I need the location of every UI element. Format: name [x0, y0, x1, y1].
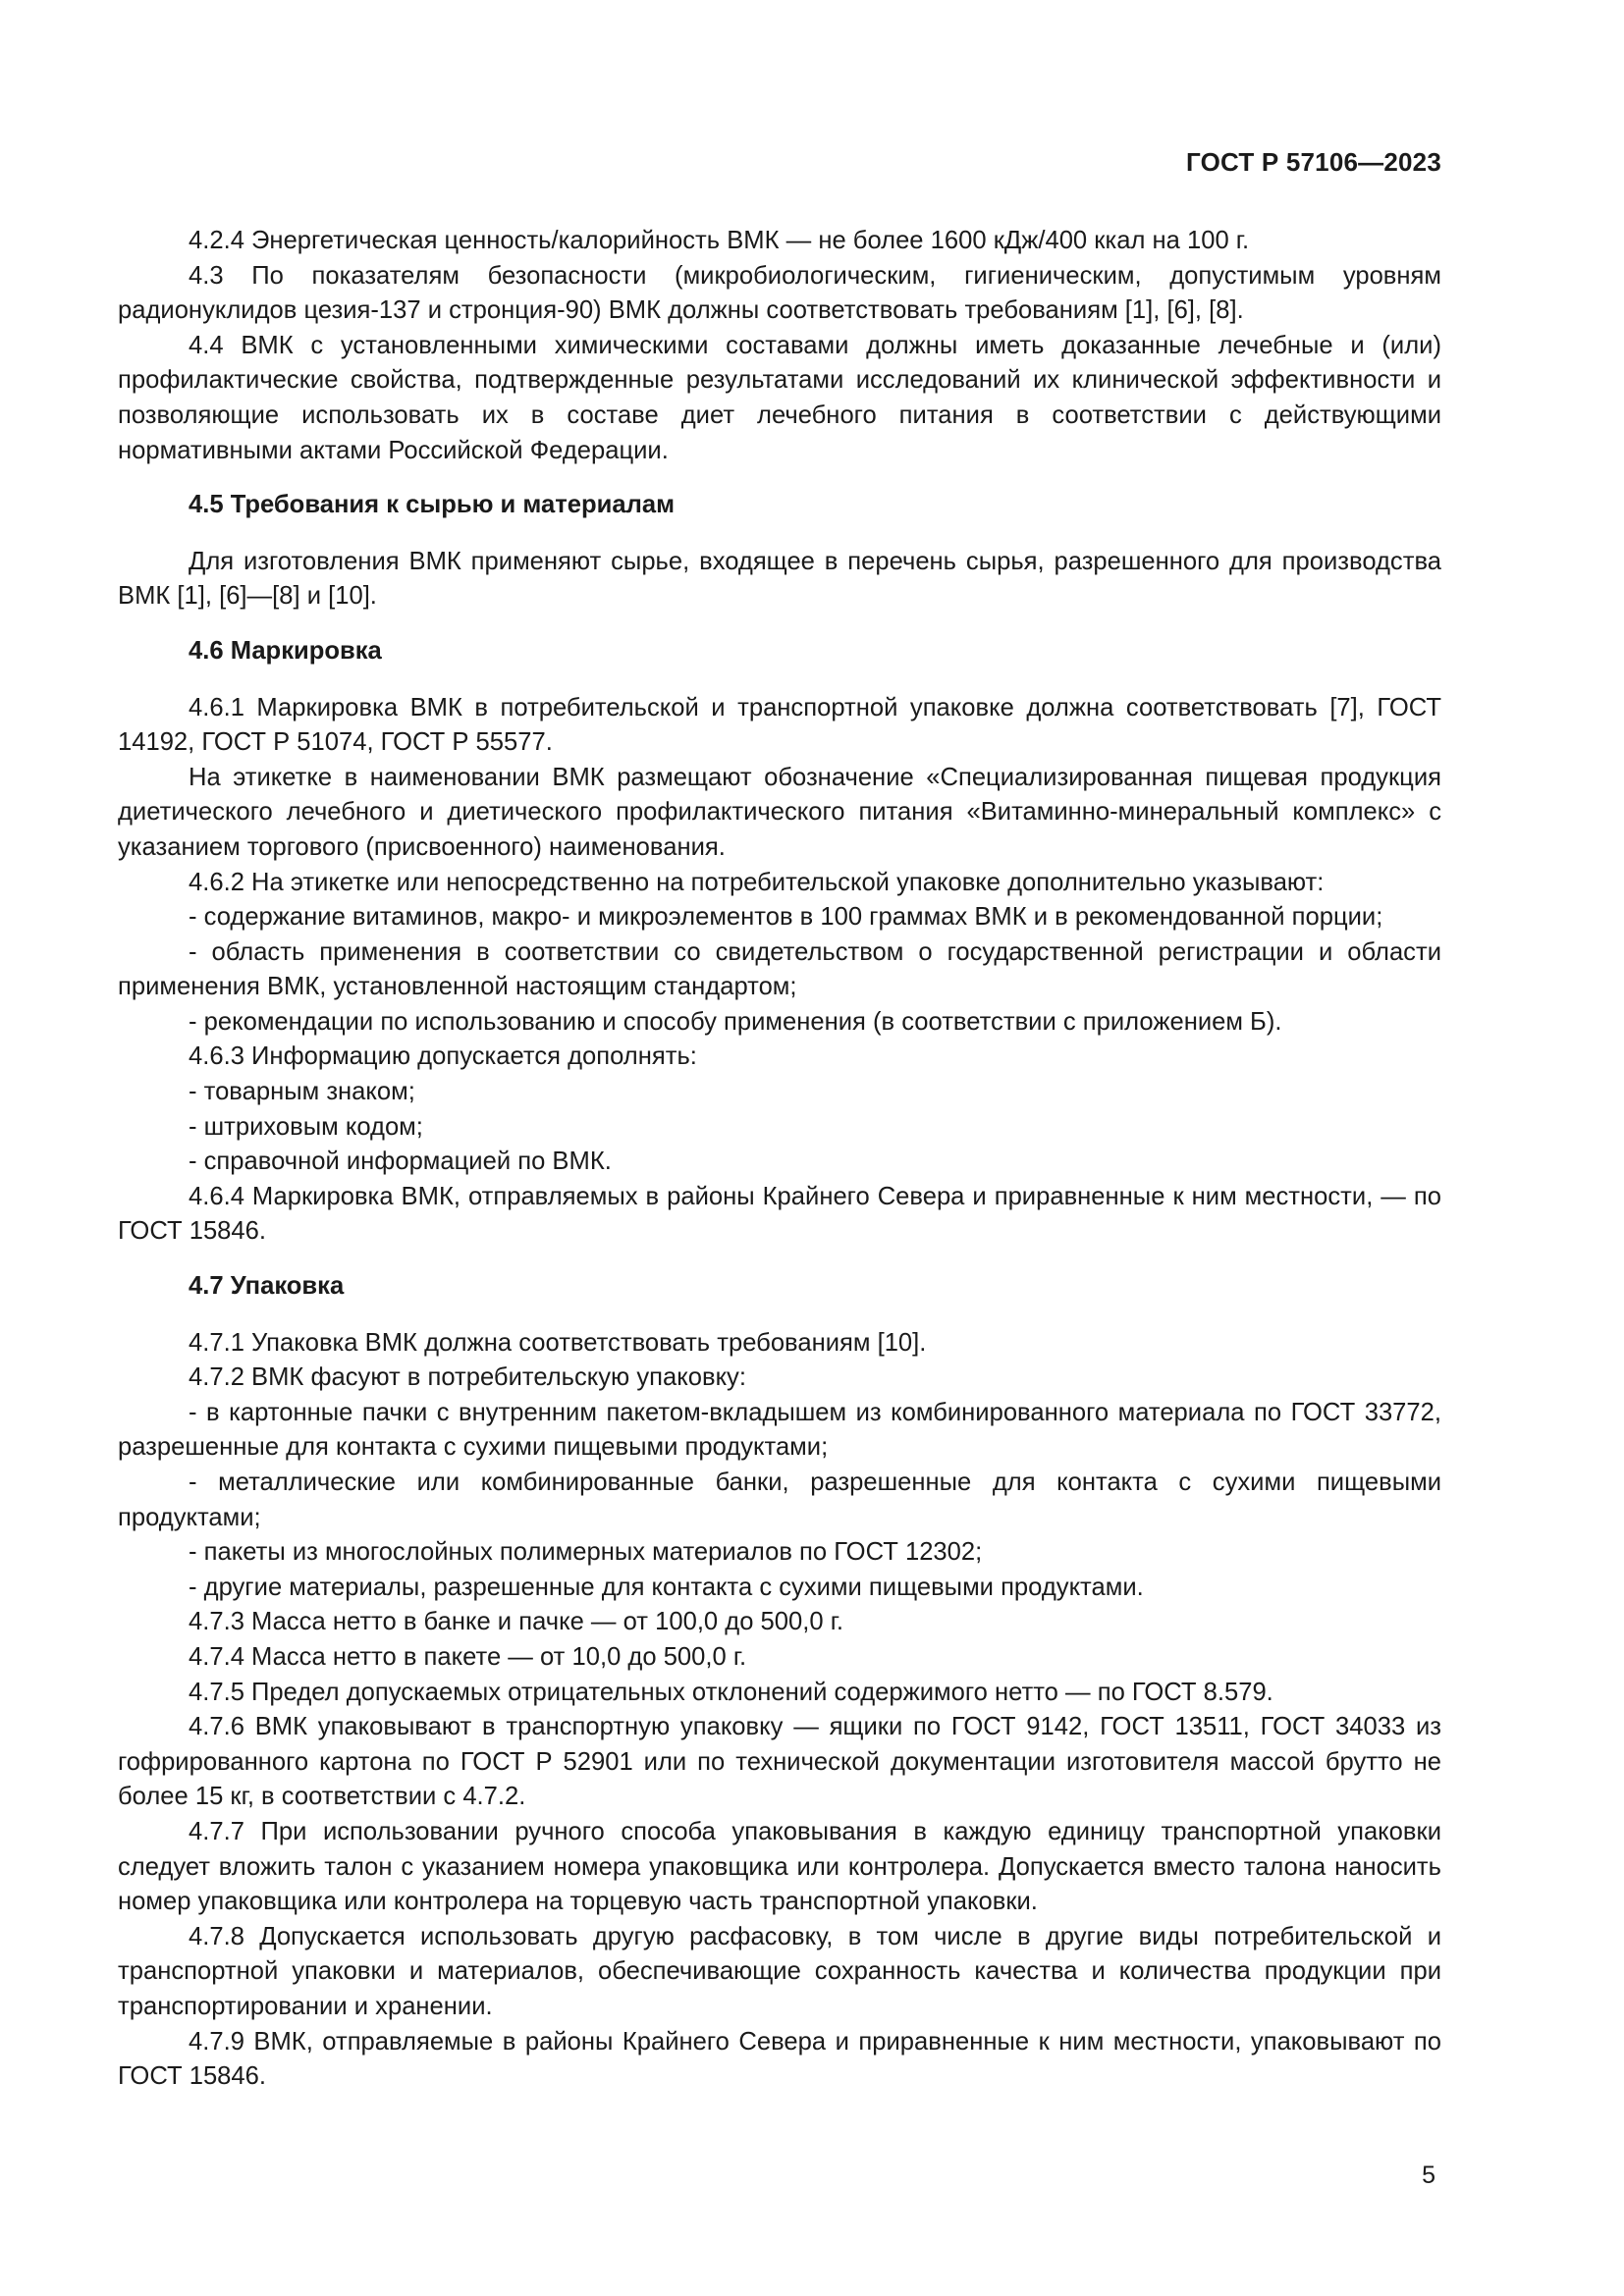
document-code-header: ГОСТ Р 57106—2023	[1186, 147, 1441, 177]
list-item-4-7-2-c: - пакеты из многослойных полимерных материалов по ГОСТ 12302;	[189, 1538, 983, 1567]
paragraph-4-6-1-label: На этикетке в наименовании ВМК размещают обозначение «Специализированная пищевая продукция диетического лечебного и диетического профилактического питания «Витаминно-минеральный комплекс» с указанием торгового (присвоенного) наименования.	[118, 763, 1441, 861]
paragraph-4-7-9: 4.7.9 ВМК, отправляемые в районы Крайнего Севера и приравненные к ним местности, упаковывают по ГОСТ 15846.	[118, 2027, 1441, 2091]
paragraph-4-4: 4.4 ВМК с установленными химическими составами должны иметь доказанные лечебные и (или) профилактические свойства, подтвержденные результатами исследований их клинической эффективности и позволяющие использовать их в составе диет лечебного питания в соответствии с действующими нормативными актами Российской Федерации.	[118, 331, 1441, 464]
paragraph-4-7-3: 4.7.3 Масса нетто в банке и пачке — от 100,0 до 500,0 г.	[189, 1608, 844, 1636]
section-heading-4-6: 4.6 Маркировка	[189, 636, 382, 665]
paragraph-4-3: 4.3 По показателям безопасности (микробиологическим, гигиеническим, допустимым уровням радионуклидов цезия-137 и стронция-90) ВМК должны соответствовать требованиям [1], [6], [8].	[118, 261, 1441, 325]
list-item-4-7-2-d: - другие материалы, разрешенные для контакта с сухими пищевыми продуктами.	[189, 1573, 1144, 1601]
paragraph-4-7-8: 4.7.8 Допускается использовать другую расфасовку, в том числе в другие виды потребительской и транспортной упаковки и материалов, обеспечивающие сохранность качества и количества продукции при транспортировании и хранении.	[118, 1922, 1441, 2020]
list-item-4-6-2-a: - содержание витаминов, макро- и микроэлементов в 100 граммах ВМК и в рекомендованной порции;	[189, 903, 1383, 932]
paragraph-4-7-2: 4.7.2 ВМК фасуют в потребительскую упаковку:	[189, 1363, 746, 1392]
paragraph-4-5: Для изготовления ВМК применяют сырье, входящее в перечень сырья, разрешенного для производства ВМК [1], [6]—[8] и [10].	[118, 547, 1441, 611]
paragraph-4-7-7: 4.7.7 При использовании ручного способа упаковывания в каждую единицу транспортной упаковки следует вложить талон с указанием номера упаковщика или контролера. Допускается вместо талона наносить номер упаковщика или контролера на торцевую часть транспортной упаковки.	[118, 1817, 1441, 1916]
list-item-4-6-3-b: - штриховым кодом;	[189, 1112, 423, 1141]
page-number: 5	[1422, 2162, 1435, 2189]
paragraph-4-6-3: 4.6.3 Информацию допускается дополнять:	[189, 1042, 697, 1071]
paragraph-4-7-5: 4.7.5 Предел допускаемых отрицательных отклонений содержимого нетто — по ГОСТ 8.579.	[189, 1678, 1273, 1706]
paragraph-4-2-4: 4.2.4 Энергетическая ценность/калорийность ВМК — не более 1600 кДж/400 ккал на 100 г.	[189, 227, 1250, 254]
list-item-4-6-2-c: - рекомендации по использованию и способу применения (в соответствии с приложением Б).	[189, 1007, 1282, 1036]
list-item-4-6-3-c: - справочной информацией по ВМК.	[189, 1148, 612, 1176]
paragraph-4-7-6: 4.7.6 ВМК упаковывают в транспортную упаковку — ящики по ГОСТ 9142, ГОСТ 13511, ГОСТ 34033 из гофрированного картона по ГОСТ Р 52901 или по технической документации изготовителя массой брутто не более 15 кг, в соответствии с 4.7.2.	[118, 1713, 1441, 1811]
paragraph-4-7-4: 4.7.4 Масса нетто в пакете — от 10,0 до 500,0 г.	[189, 1642, 747, 1671]
paragraph-4-6-2: 4.6.2 На этикетке или непосредственно на потребительской упаковке дополнительно указывают:	[189, 868, 1325, 896]
list-item-4-6-2-b: - область применения в соответствии со свидетельством о государственной регистрации и области применения ВМК, установленной настоящим стандартом;	[118, 937, 1441, 1001]
document-body	[118, 224, 1441, 2095]
list-item-4-6-3-a: - товарным знаком;	[189, 1078, 415, 1106]
list-item-4-7-2-b: - металлические или комбинированные банки, разрешенные для контакта с сухими пищевыми продуктами;	[118, 1468, 1441, 1531]
section-heading-4-7: 4.7 Упаковка	[189, 1272, 345, 1301]
paragraph-4-6-1: 4.6.1 Маркировка ВМК в потребительской и транспортной упаковке должна соответствовать [7], ГОСТ 14192, ГОСТ Р 51074, ГОСТ Р 55577.	[118, 693, 1441, 757]
list-item-4-7-2-a: - в картонные пачки с внутренним пакетом-вкладышем из комбинированного материала по ГОСТ 33772, разрешенные для контакта с сухими пищевыми продуктами;	[118, 1398, 1441, 1462]
section-heading-4-5: 4.5 Требования к сырью и материалам	[189, 491, 676, 519]
paragraph-4-6-4: 4.6.4 Маркировка ВМК, отправляемых в районы Крайнего Севера и приравненные к ним местности, — по ГОСТ 15846.	[118, 1182, 1441, 1246]
paragraph-4-7-1: 4.7.1 Упаковка ВМК должна соответствовать требованиям [10].	[189, 1328, 927, 1357]
